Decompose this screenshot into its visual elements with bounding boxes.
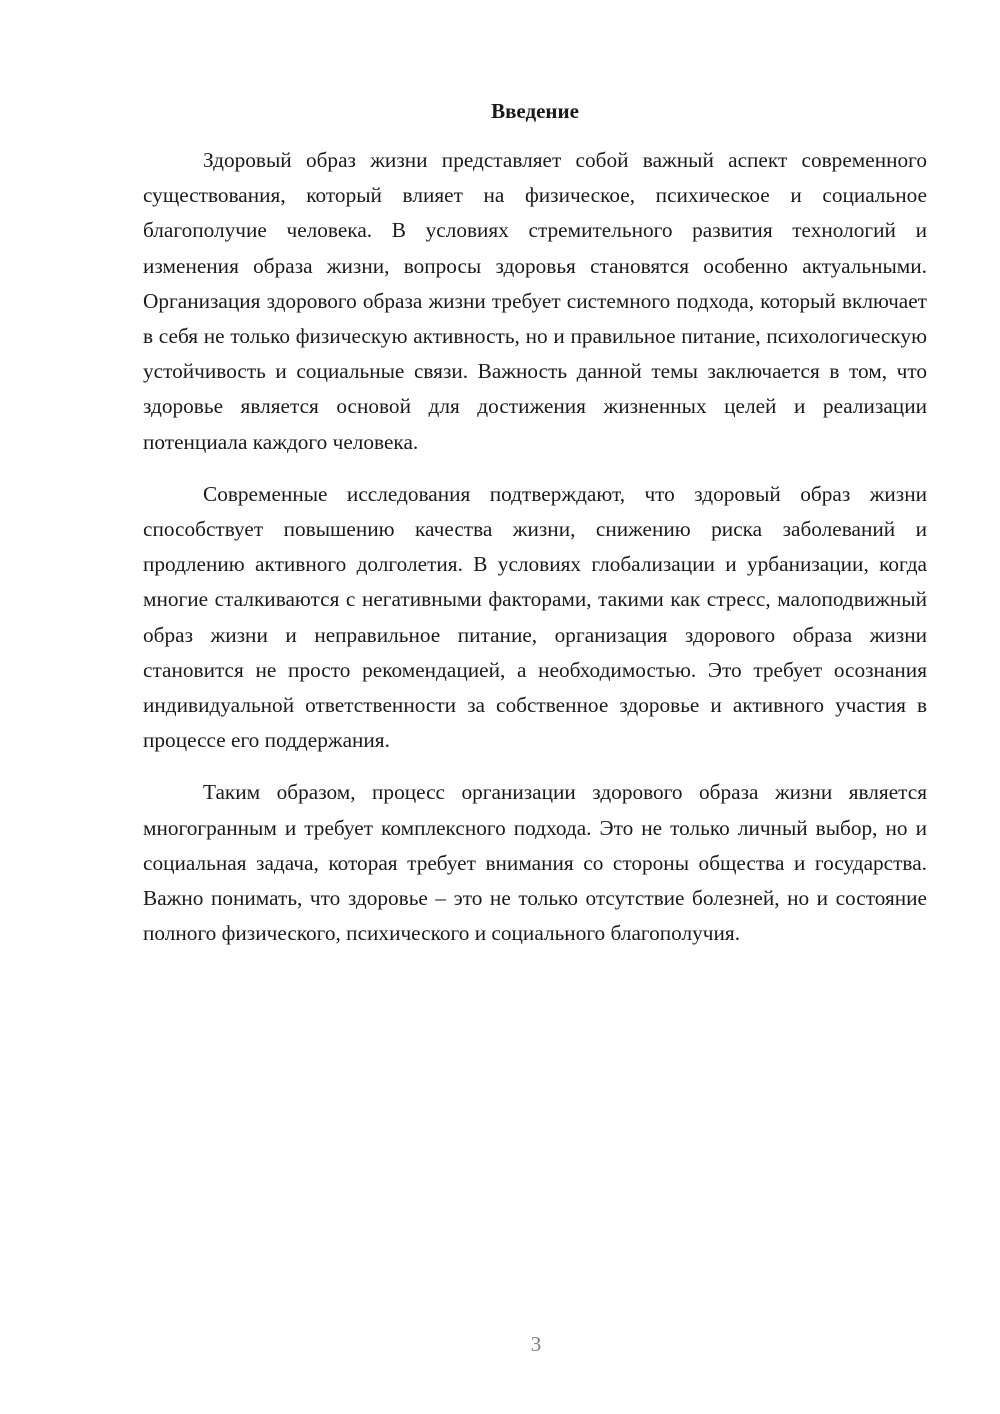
paragraph-1: Здоровый образ жизни представляет собой важный аспект современного существования, который влияет на физическое, психическое и социальное благополучие человека. В условиях стремительного развития технологий и изменения образа жизни, вопросы здоровья становятся особенно актуальными. Организация здорового образа жизни требует системного подхода, который включает в себя не только физическую активность, но и правильное питание, психологическую устойчивость и социальные связи. Важность данной темы заключается в том, что здоровье является основой для достижения жизненных целей и реализации потенциала каждого человека.	[143, 148, 927, 454]
paragraph-2: Современные исследования подтверждают, что здоровый образ жизни способствует повышению качества жизни, снижению риска заболеваний и продлению активного долголетия. В условиях глобализации и урбанизации, когда многие сталкиваются с негативными факторами, такими как стресс, малоподвижный образ жизни и неправильное питание, организация здорового образа жизни становится не просто рекомендацией, а необходимостью. Это требует осознания индивидуальной ответственности за собственное здоровье и активного участия в процессе его поддержания.	[143, 481, 927, 753]
page-number: 3	[530, 1332, 542, 1356]
document-body	[143, 143, 927, 968]
section-title: Введение	[491, 99, 579, 123]
paragraph-3: Таким образом, процесс организации здорового образа жизни является многогранным и требует комплексного подхода. Это не только личный выбор, но и социальная задача, которая требует внимания со стороны общества и государства. Важно понимать, что здоровье – это не только отсутствие болезней, но и состояние полного физического, психического и социального благополучия.	[143, 780, 927, 946]
